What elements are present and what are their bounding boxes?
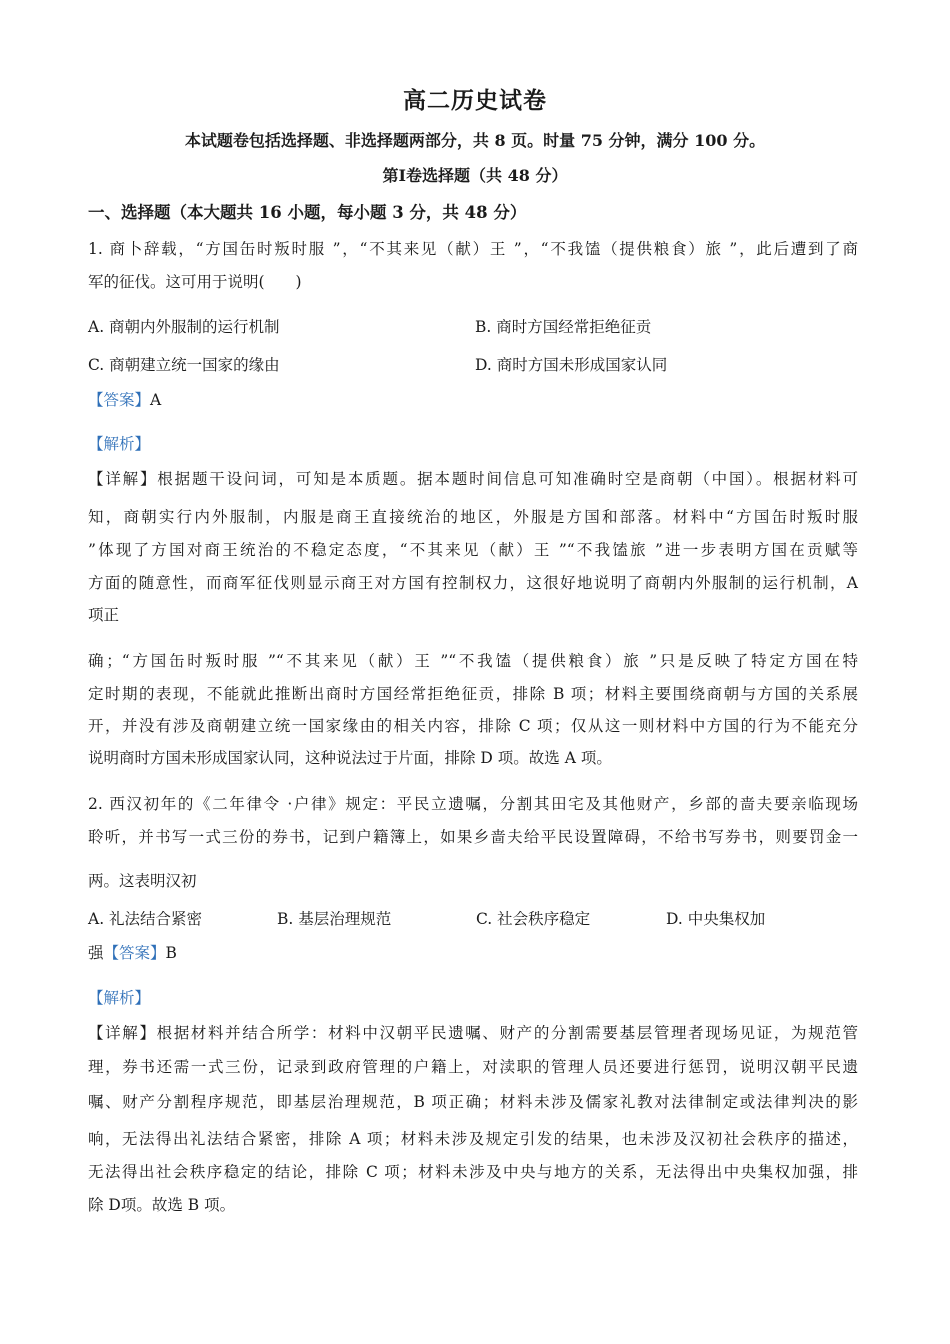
q2-detail-line4: 响，无法得出礼法结合紧密，排除 A 项；材料未涉及规定引发的结果，也未涉及汉初社会秩序的描述， bbox=[88, 1130, 858, 1148]
q2-detail-line6: 除 D项。故选 B 项。 bbox=[88, 1196, 236, 1214]
q1-detail-line7: 定时期的表现，不能就此推断出商时方国经常拒绝征贡，排除 B 项；材料主要围绕商朝与方国的关系展 bbox=[88, 685, 858, 703]
q1-detail-line5: 项正 bbox=[88, 606, 120, 624]
q2-option-b: B. 基层治理规范 bbox=[277, 910, 392, 928]
q2-stem-line3: 两。这表明汉初 bbox=[88, 872, 197, 890]
answer-value: A bbox=[150, 391, 162, 409]
q2-option-c: C. 社会秩序稳定 bbox=[476, 910, 591, 928]
q2-stem-line1: 2. 西汉初年的《二年律令 ·户律》规定：平民立遗嘱，分割其田宅及其他财产，乡部的啬夫要亲临现场 bbox=[88, 795, 858, 813]
q1-option-b: B. 商时方国经常拒绝征贡 bbox=[475, 318, 652, 336]
q1-option-a: A. 商朝内外服制的运行机制 bbox=[88, 318, 280, 336]
q1-option-d: D. 商时方国未形成国家认同 bbox=[475, 356, 668, 374]
section-heading: 一、选择题（本大题共 16 小题，每小题 3 分，共 48 分） bbox=[88, 203, 527, 222]
q1-detail-line3: ”体现了方国对商王统治的不稳定态度，“不其来见（献）王 ”“不我馌旅 ”进一步表明方国在贡赋等 bbox=[88, 541, 858, 559]
answer-label: 【答案】 bbox=[88, 391, 151, 409]
option-tail: 强 bbox=[88, 944, 104, 962]
q1-detail-line4: 方面的随意性，而商军征伐则显示商王对方国有控制权力，这很好地说明了商朝内外服制的运行机制，A bbox=[88, 574, 858, 592]
page-title: 高二历史试卷 bbox=[403, 87, 547, 114]
q2-stem-line2: 聆听，并书写一式三份的券书，记到户籍簿上，如果乡啬夫给平民设置障碍，不给书写券书，则要罚金一 bbox=[88, 828, 858, 846]
detail-label: 【详解】 bbox=[88, 1024, 157, 1042]
detail-label: 【详解】 bbox=[88, 470, 158, 488]
q2-detail-line5: 无法得出社会秩序稳定的结论，排除 C 项；材料未涉及中央与地方的关系，无法得出中央集权加强，排 bbox=[88, 1163, 858, 1181]
q2-detail-line2: 理，券书还需一式三份，记录到政府管理的户籍上，对渎职的管理人员还要进行惩罚，说明汉朝平民遗 bbox=[88, 1058, 858, 1076]
exam-intro: 本试题卷包括选择题、非选择题两部分，共 8 页。时量 75 分钟，满分 100 分。 bbox=[184, 131, 766, 150]
q1-answer bbox=[88, 388, 161, 410]
q1-option-c: C. 商朝建立统一国家的缘由 bbox=[88, 356, 280, 374]
q1-detail-line6: 确；“方国缶时叛时服 ”“不其来见（献）王 ”“不我馌（提供粮食）旅 ”只是反映了特定方国在特 bbox=[88, 652, 858, 670]
q1-detail-line1 bbox=[88, 467, 858, 489]
part-heading: 第Ⅰ卷选择题（共 48 分） bbox=[382, 166, 568, 185]
q1-stem-line1: 1. 商卜辞载，“方国缶时叛时服 ”，“不其来见（献）王 ”，“不我馌（提供粮食）旅 ”，此后遭到了商 bbox=[88, 240, 858, 258]
q2-answer bbox=[88, 941, 177, 963]
q1-analysis-label: 【解析】 bbox=[88, 435, 151, 453]
q2-option-a: A. 礼法结合紧密 bbox=[88, 910, 203, 928]
detail-text: 根据题干设问词，可知是本质题。据本题时间信息可知准确时空是商朝（中国）。根据材料可 bbox=[157, 470, 858, 488]
q1-detail-line9: 说明商时方国未形成国家认同，这种说法过于片面，排除 D 项。故选 A 项。 bbox=[88, 749, 612, 767]
detail-text: 根据材料并结合所学：材料中汉朝平民遗嘱、财产的分割需要基层管理者现场见证，为规范管 bbox=[156, 1024, 858, 1042]
q2-option-d: D. 中央集权加 bbox=[666, 910, 766, 928]
q1-detail-line8: 开，并没有涉及商朝建立统一国家缘由的相关内容，排除 C 项；仅从这一则材料中方国的行为不能充分 bbox=[88, 717, 858, 735]
q1-stem-line2: 军的征伐。这可用于说明( ) bbox=[88, 273, 302, 291]
q2-detail-line1 bbox=[88, 1021, 858, 1043]
answer-label: 【答案】 bbox=[103, 944, 166, 962]
q2-detail-line3: 嘱、财产分割程序规范，即基层治理规范，B 项正确；材料未涉及儒家礼教对法律制定或法律判决的影 bbox=[88, 1093, 858, 1111]
answer-value: B bbox=[165, 944, 177, 962]
q1-detail-line2: 知，商朝实行内外服制，内服是商王直接统治的地区，外服是方国和部落。材料中“方国缶时叛时服 bbox=[88, 508, 858, 526]
q2-analysis-label: 【解析】 bbox=[88, 989, 151, 1007]
